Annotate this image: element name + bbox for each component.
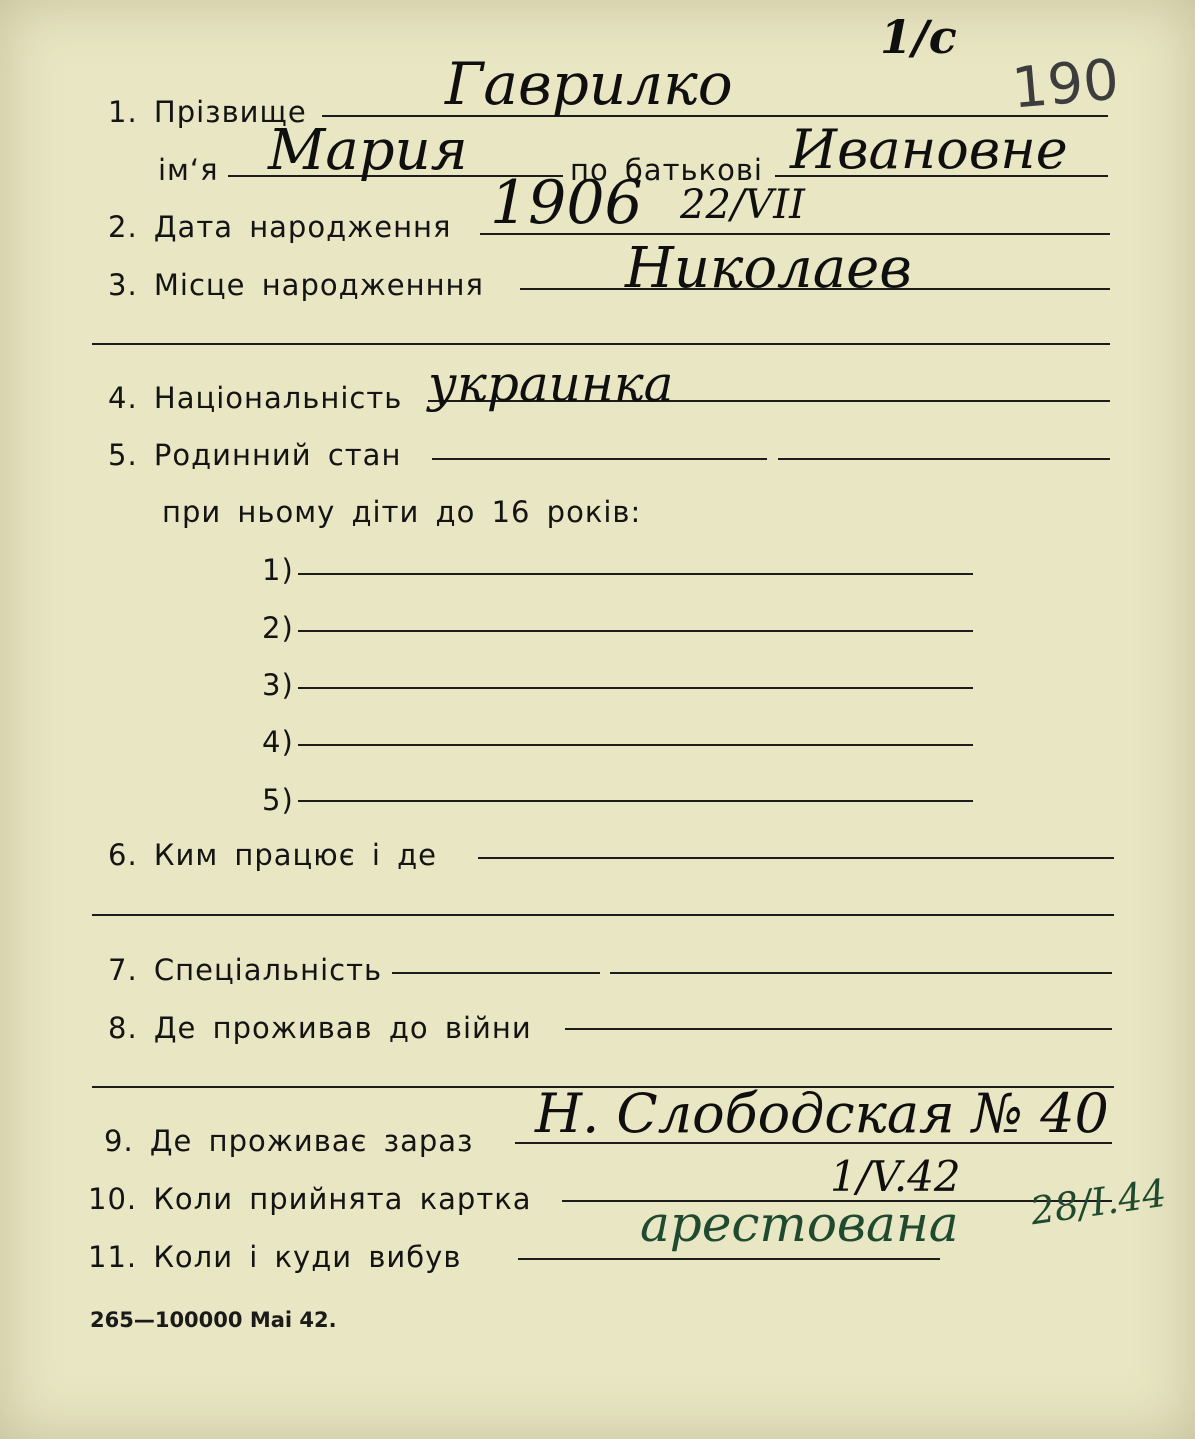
label-current-residence: 9. Де проживає зараз: [104, 1124, 474, 1158]
value-surname: Гаврилко: [445, 50, 733, 118]
label-patronymic: по батькові: [570, 153, 763, 187]
value-card-accepted: 1/V.42: [830, 1152, 961, 1201]
label-departure: 11. Коли і куди вибув: [88, 1240, 462, 1274]
value-current-residence: Н. Слободская № 40: [535, 1082, 1109, 1145]
child-line: [298, 573, 973, 575]
line-workplace-cont: [92, 914, 1114, 916]
label-marital-status: 5. Родинний стан: [108, 438, 402, 472]
line-birth-place-cont: [92, 343, 1110, 345]
label-first-name: ім‘я: [158, 153, 219, 187]
label-specialty: 7. Спеціальність: [108, 953, 383, 987]
label-children: при ньому діти до 16 років:: [162, 495, 642, 529]
value-departure: арестована: [640, 1195, 959, 1253]
line-workplace: [478, 857, 1114, 859]
value-nationality: украинка: [428, 355, 674, 413]
ink-mark: 1/с: [880, 10, 957, 64]
child-number: 2): [262, 611, 294, 645]
line-departure: [518, 1258, 940, 1260]
child-line: [298, 687, 973, 689]
child-number: 1): [262, 553, 294, 587]
value-birth-year: 1906: [490, 168, 643, 238]
child-line: [298, 800, 973, 802]
label-birth-place: 3. Місце народженння: [108, 268, 484, 302]
child-line: [298, 744, 973, 746]
value-departure-date: 28/I.44: [1027, 1170, 1170, 1234]
value-first-name: Мария: [268, 118, 468, 183]
line-marital-status-b: [778, 458, 1110, 460]
value-patronymic: Ивановне: [790, 118, 1068, 181]
line-marital-status-a: [432, 458, 767, 460]
label-birth-date: 2. Дата народження: [108, 210, 452, 244]
label-workplace: 6. Ким працює і де: [108, 838, 438, 872]
line-prewar-residence: [565, 1028, 1112, 1030]
child-line: [298, 630, 973, 632]
child-number: 4): [262, 725, 294, 759]
line-specialty-a: [392, 972, 600, 974]
print-code: 265—100000 Mai 42.: [90, 1308, 337, 1332]
label-nationality: 4. Національність: [108, 381, 403, 415]
value-birth-day: 22/VII: [680, 182, 805, 228]
child-number: 5): [262, 783, 294, 817]
value-birth-place: Николаев: [625, 236, 912, 301]
label-card-accepted: 10. Коли прийнята картка: [88, 1182, 532, 1216]
label-prewar-residence: 8. Де проживав до війни: [108, 1011, 532, 1045]
child-number: 3): [262, 668, 294, 702]
line-specialty-b: [610, 972, 1112, 974]
pencil-number: 190: [1009, 47, 1122, 122]
label-surname: 1. Прізвище: [108, 95, 307, 129]
